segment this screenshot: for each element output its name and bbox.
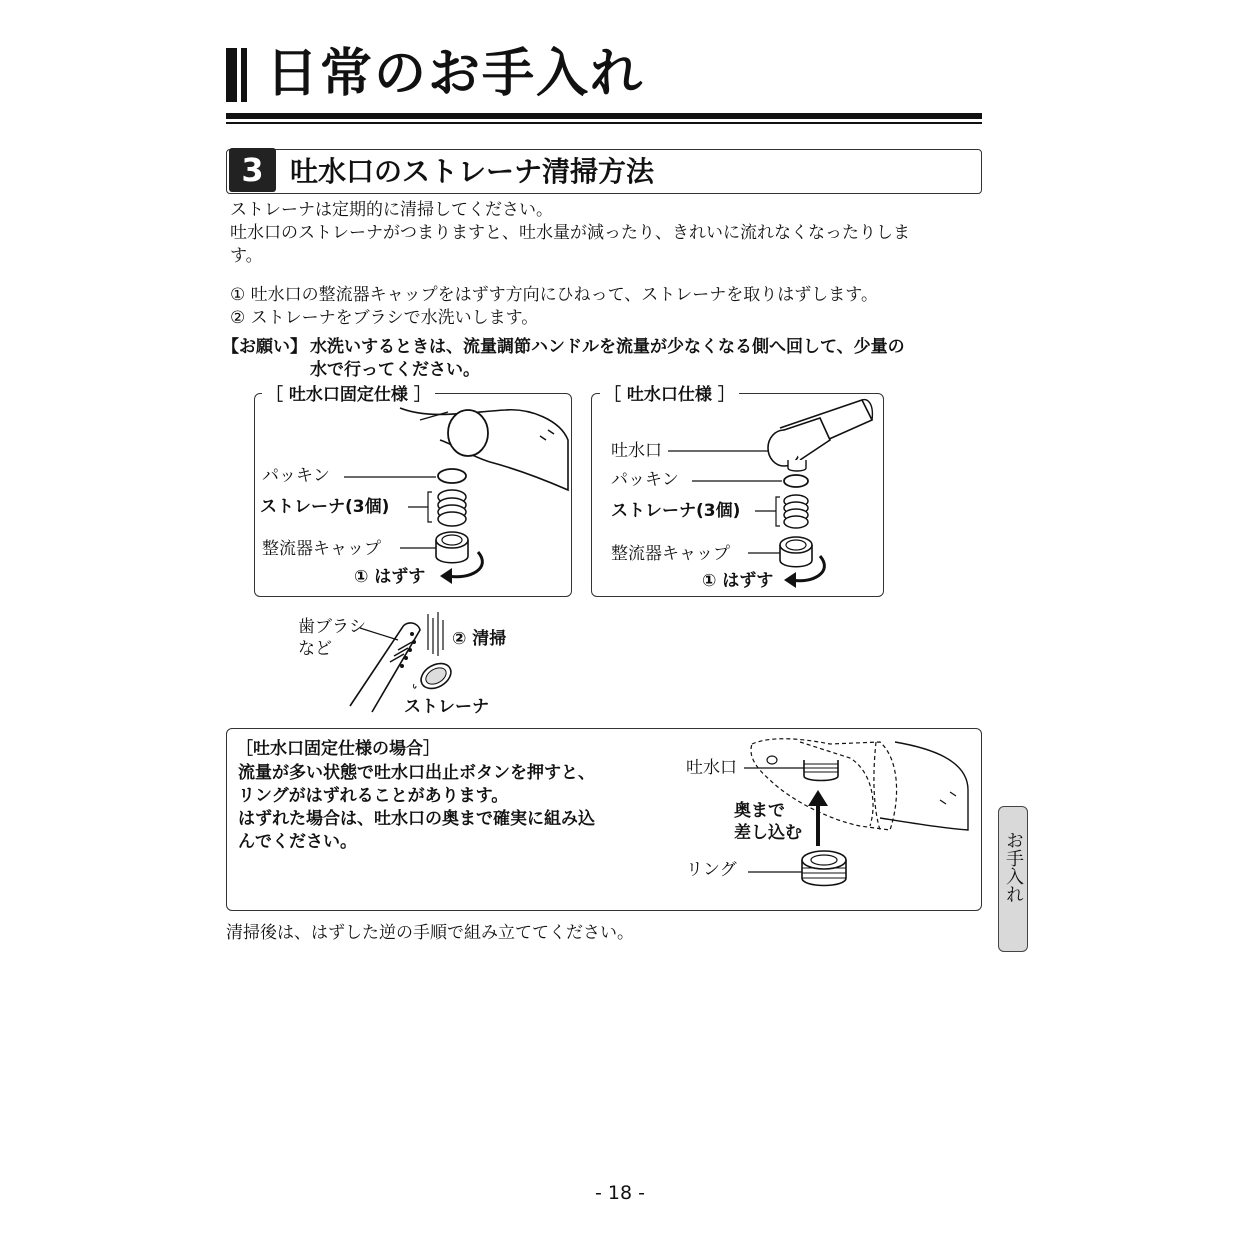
section-title: 吐水口のストレーナ清掃方法: [290, 155, 655, 188]
note-line-4: んでください。: [238, 832, 357, 852]
section-number: 3: [229, 148, 276, 192]
note-line-2: リングがはずれることがあります。: [238, 786, 509, 806]
note-ring-label: リング: [686, 860, 737, 880]
spout-cap-label: 整流器キャップ: [611, 544, 730, 564]
page-number: - 18 -: [595, 1182, 645, 1204]
page-title: 日常のお手入れ: [266, 44, 645, 104]
step-2: ② ストレーナをブラシで水洗いします。: [230, 308, 539, 328]
note-heading: ［吐水口固定仕様の場合］: [236, 739, 440, 759]
intro-line-1: ストレーナは定期的に清掃してください。: [230, 200, 553, 220]
note-line-3: はずれた場合は、吐水口の奥まで確実に組み込: [238, 809, 595, 829]
note-insert-line-1: 奥まで: [734, 801, 785, 821]
note-line-1: 流量が多い状態で吐水口出止ボタンを押すと、: [238, 763, 595, 783]
fixed-cap-label: 整流器キャップ: [262, 539, 381, 559]
intro-line-3: す。: [230, 246, 263, 266]
request-line-2: 水で行ってください。: [310, 360, 480, 380]
note-insert-line-2: 差し込む: [734, 823, 802, 843]
brush-label-line-2: など: [298, 639, 332, 659]
side-tab: [998, 806, 1028, 952]
spout-spout-label: 吐水口: [611, 441, 662, 461]
fixed-strainer-label: ストレーナ(3個): [260, 497, 390, 517]
note-spout-label: 吐水口: [686, 758, 737, 778]
fixed-remove-label: ① はずす: [354, 567, 426, 587]
spout-remove-label: ① はずす: [702, 571, 774, 591]
figure-spout-label: ［ 吐水口仕様 ］: [600, 384, 739, 406]
request-line-1: 水洗いするときは、流量調節ハンドルを流量が少なくなる側へ回して、少量の: [310, 337, 905, 357]
spout-packing-label: パッキン: [611, 470, 679, 490]
clean-label: ② 清掃: [452, 629, 507, 649]
spout-strainer-label: ストレーナ(3個): [611, 501, 741, 521]
step-1: ① 吐水口の整流器キャップをはずす方向にひねって、ストレーナを取りはずします。: [230, 285, 878, 305]
reassembly-note: 清掃後は、はずした逆の手順で組み立ててください。: [226, 923, 634, 943]
figure-fixed-label: ［ 吐水口固定仕様 ］: [262, 384, 435, 406]
request-tag: 【お願い】: [222, 337, 307, 357]
brush-strainer-label: ストレーナ: [404, 697, 489, 717]
fixed-packing-label: パッキン: [262, 466, 330, 486]
brush-label-line-1: 歯ブラシ: [298, 617, 366, 637]
side-tab-label: お手入れ: [1003, 831, 1024, 903]
intro-line-2: 吐水口のストレーナがつまりますと、吐水量が減ったり、きれいに流れなくなったりしま: [230, 223, 910, 243]
